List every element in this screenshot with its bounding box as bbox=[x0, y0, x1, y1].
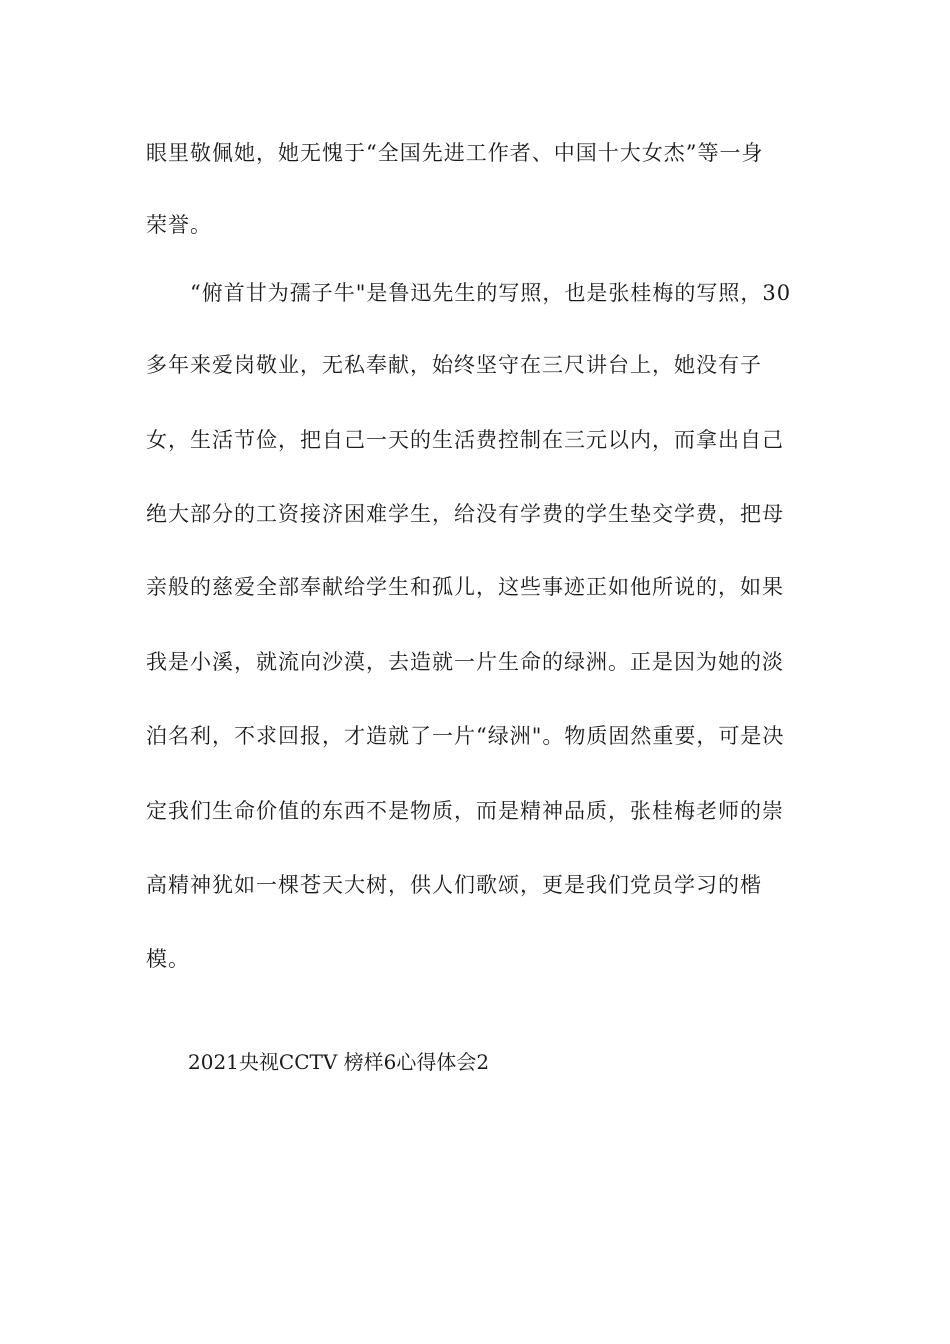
paragraph-2-line-7: 泊名利，不求回报，才造就了一片“绿洲"。物质固然重要，可是决 bbox=[146, 724, 785, 748]
paragraph-2-line-4: 绝大部分的工资接济困难学生，给没有学费的学生垫交学费，把母 bbox=[146, 502, 784, 526]
section-heading: 2021央视CCTV 榜样6心得体会2 bbox=[188, 1050, 490, 1074]
paragraph-2-line-6: 我是小溪，就流向沙漠，去造就一片生命的绿洲。正是因为她的淡 bbox=[146, 650, 784, 674]
paragraph-1-line-1: 眼里敬佩她，她无愧于“全国先进工作者、中国十大女杰”等一身 bbox=[146, 141, 764, 165]
paragraph-2-line-10: 模。 bbox=[146, 947, 190, 971]
paragraph-2-line-3: 女，生活节俭，把自己一天的生活费控制在三元以内，而拿出自己 bbox=[146, 428, 784, 452]
paragraph-2-line-1: “俯首甘为孺子牛"是鲁迅先生的写照，也是张桂梅的写照，30 bbox=[146, 281, 792, 305]
paragraph-2-line-9: 高精神犹如一棵苍天大树，供人们歌颂，更是我们党员学习的楷 bbox=[146, 873, 762, 897]
paragraph-2-line-5: 亲般的慈爱全部奉献给学生和孤儿，这些事迹正如他所说的，如果 bbox=[146, 575, 784, 599]
paragraph-1-line-2: 荣誉。 bbox=[146, 213, 212, 237]
paragraph-2-line-8: 定我们生命价值的东西不是物质，而是精神品质，张桂梅老师的崇 bbox=[146, 799, 784, 823]
paragraph-2-line-2: 多年来爱岗敬业，无私奉献，始终坚守在三尺讲台上，她没有子 bbox=[146, 353, 762, 377]
